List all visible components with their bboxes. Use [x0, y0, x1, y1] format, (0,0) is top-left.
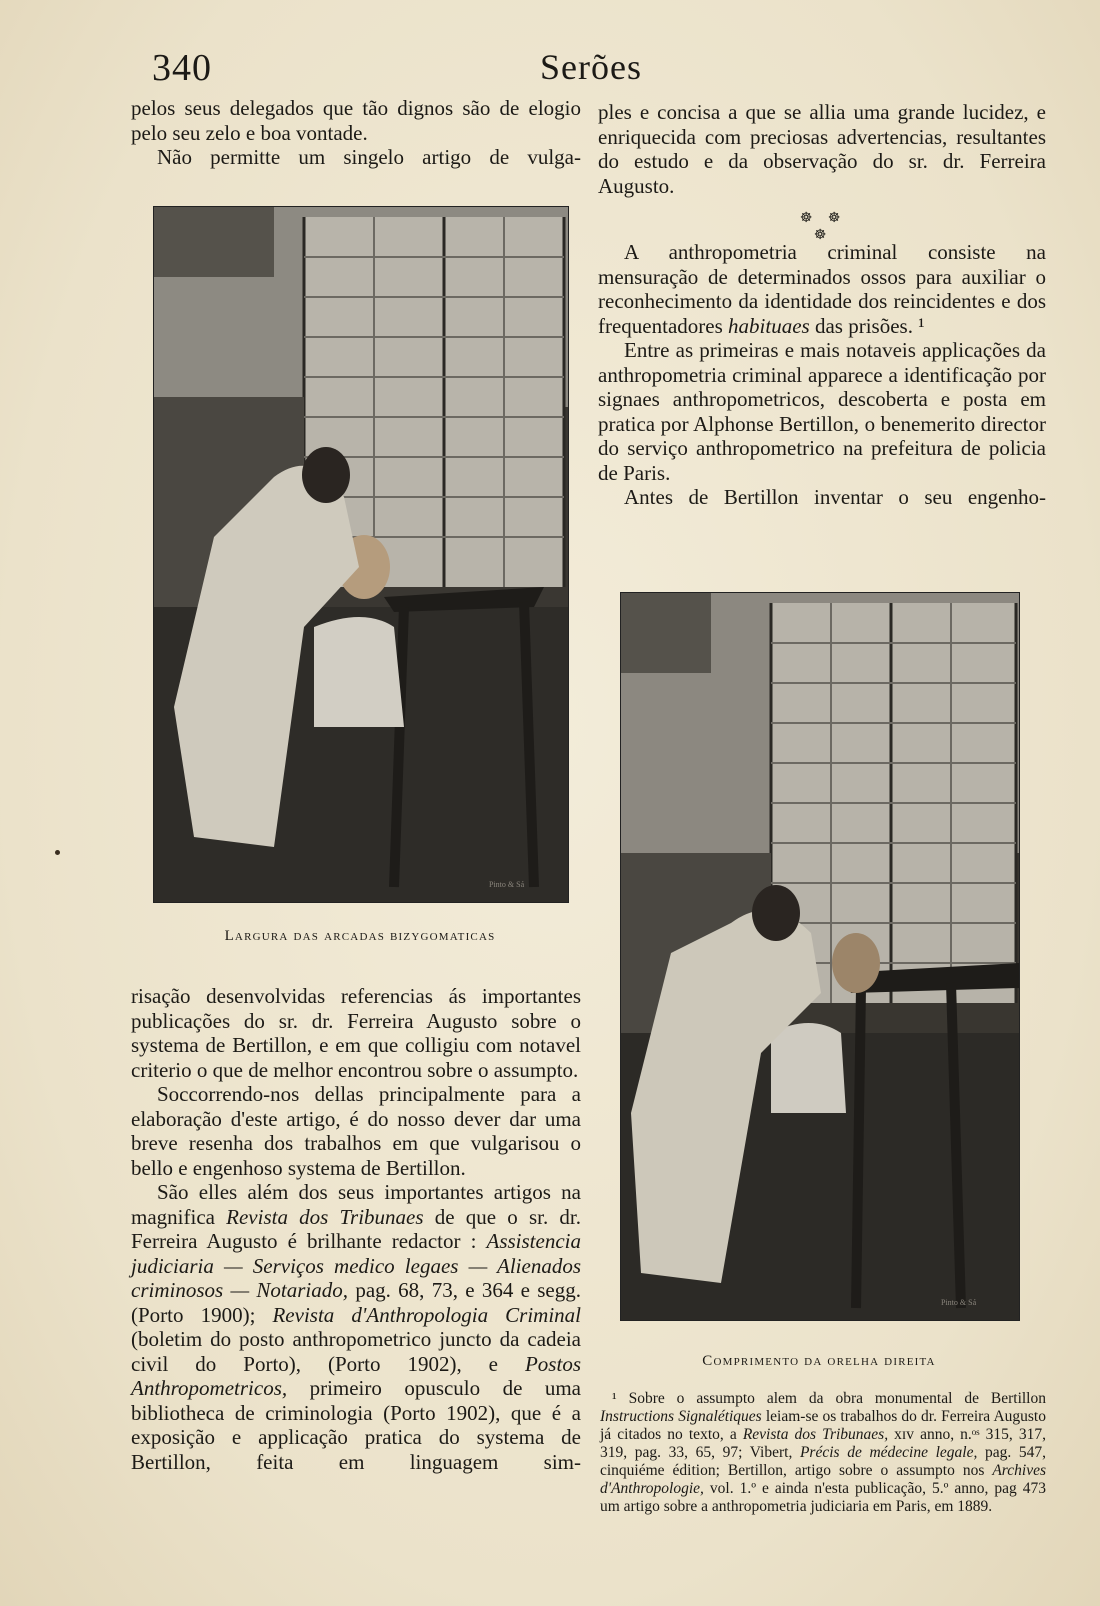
ornament-divider: ☸ ☸ ☸ — [799, 211, 847, 243]
ink-spot — [55, 850, 60, 855]
figure-caption: Comprimento da orelha direita — [702, 1353, 936, 1369]
paragraph: Entre as primeiras e mais notaveis applicações da anthropometria criminal apparece a identificação por signaes anthropometricos, descoberta e posta em pratica por Alphonse Bertillon, o benemerito director do serviço anthropometrico na prefeitura de policia de Paris. — [598, 338, 1046, 485]
figure-caption: Largura das arcadas bizygomaticas — [224, 928, 496, 944]
paragraph: pelos seus delegados que tão dignos são de elogio pelo seu zelo e boa vontade. — [131, 96, 581, 145]
paragraph: São elles além dos seus importantes artigos na magnifica Revista dos Tribunaes de que o sr. dr. Ferreira Augusto é brilhante redactor : Assistencia judiciaria — Serviços medico legaes — Alienados criminosos — Notariado, pag. 68, 73, e 364 e segg. (Porto 1900); Revista d'Anthropologia Criminal (boletim do posto anthropometrico juncto da cadeia civil do Porto), (Porto 1902), e Postos Anthropometricos, primeiro opusculo de uma bibliotheca de criminologia (Porto 1902), que é a exposição e applicação pratica do systema de Bertillon, feita em linguagem sim- — [131, 1180, 582, 1474]
running-title: Serões — [540, 47, 642, 87]
paragraph: A anthropometria criminal consiste na mensuração de determinados ossos para auxiliar o reconhecimento da identidade dos reincidentes e dos frequentadores habituaes das prisões. ¹ — [598, 240, 1046, 338]
photo-ear-measurement — [620, 592, 1020, 1321]
paragraph: risação desenvolvidas referencias ás importantes publicações do sr. dr. Ferreira Augusto sobre o systema de Bertillon, e em que colligiu com notavel criterio o que de melhor encontrou sobre o assumpto. — [131, 984, 581, 1082]
paragraph: ples e concisa a que se allia uma grande lucidez, e enriquecida com preciosas advertencias, resultantes do estudo e da observação do sr. dr. Ferreira Augusto. — [598, 100, 1046, 198]
right-column-top — [598, 100, 1046, 198]
left-column-bottom — [131, 984, 581, 1474]
left-column-top — [131, 96, 581, 170]
paragraph: Soccorrendo-nos dellas principalmente para a elaboração d'este artigo, é do nosso dever dar uma breve resenha dos trabalhos em que vulgarisou o bello e engenhoso systema de Bertillon. — [131, 1082, 581, 1180]
photo-signature: Pinto & Sá — [941, 1298, 977, 1307]
page-number: 340 — [152, 47, 212, 89]
photo-bizygomatic-measurement — [153, 206, 569, 903]
right-column-middle — [598, 240, 1046, 510]
footnote — [600, 1390, 1046, 1516]
paragraph: Antes de Bertillon inventar o seu engenho- — [624, 485, 1046, 509]
footnote-text: ¹ Sobre o assumpto alem da obra monumental de Bertillon Instructions Signalétiques leiam-se os trabalhos do dr. Ferreira Augusto já citados no texto, a Revista dos Tribunaes, xɪv anno, n.ᵒˢ 315, 317, 319, pag. 33, 65, 97; Vibert, Précis de médecine legale, pag. 547, cinquiéme édition; Bertillon, artigo sobre o assumpto nos Archives d'Anthropologie, vol. 1.º e ainda n'esta publicação, 5.º anno, pag 473 um artigo sobre a anthropometria judiciaria em Paris, em 1889. — [600, 1390, 1047, 1515]
photo-signature: Pinto & Sá — [489, 880, 525, 889]
paragraph: Não permitte um singelo artigo de vulga- — [157, 145, 581, 169]
